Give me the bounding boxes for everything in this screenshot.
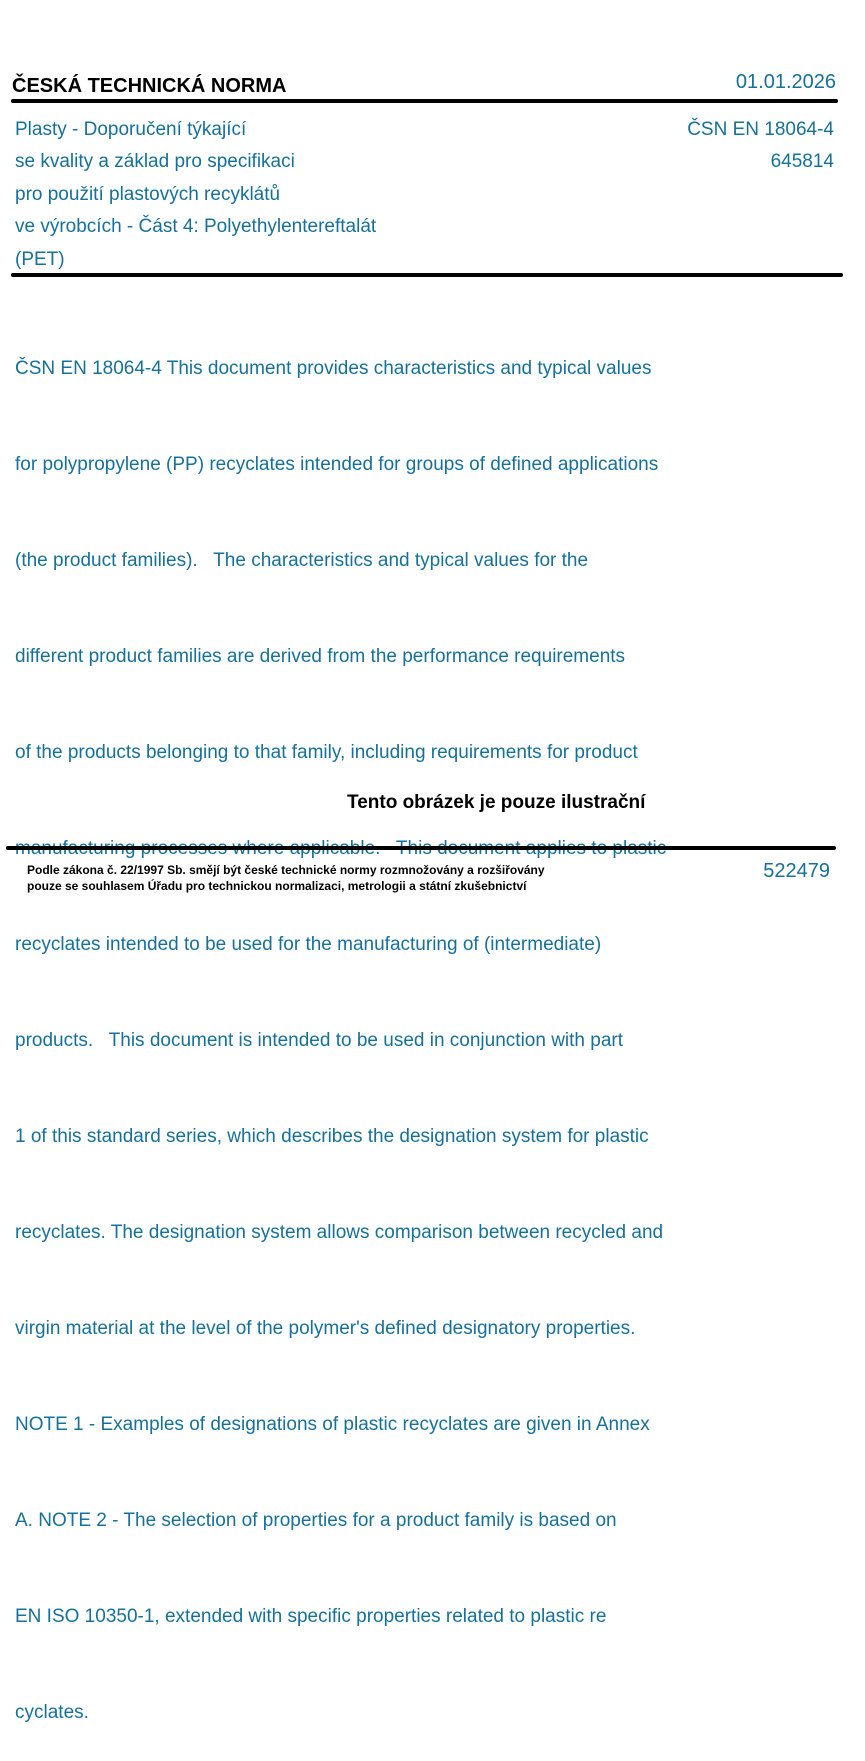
abstract-line: (the product families). The characteristics and typical values for the: [15, 550, 589, 571]
legal-notice: [27, 862, 545, 894]
abstract-line: recyclates intended to be used for the manufacturing of (intermediate): [15, 934, 602, 955]
abstract-line: products. This document is intended to be used in conjunction with part: [15, 1030, 624, 1051]
legal-notice-line: pouze se souhlasem Úřadu pro technickou normalizaci, metrologii a státní zkušebnictví: [27, 879, 527, 893]
footer-divider: [6, 846, 836, 850]
legal-notice-line: Podle zákona č. 22/1997 Sb. smějí být české technické normy rozmnožovány a rozšiřovány: [27, 863, 545, 877]
abstract-line: NOTE 1 - Examples of designations of plastic recyclates are given in Annex: [15, 1414, 650, 1435]
abstract-line: 1 of this standard series, which describes the designation system for plastic: [15, 1126, 649, 1147]
standard-title-line: ve výrobcích - Část 4: Polyethylentereftalát: [15, 216, 377, 238]
abstract-line: virgin material at the level of the polymer's defined designatory properties.: [15, 1318, 636, 1339]
abstract-line: ČSN EN 18064-4 This document provides characteristics and typical values: [15, 358, 652, 379]
abstract-line: of the products belonging to that family, including requirements for product: [15, 742, 638, 763]
abstract-line: cyclates.: [15, 1702, 89, 1723]
abstract-line: A. NOTE 2 - The selection of properties for a product family is based on: [15, 1510, 617, 1531]
document-type-heading: ČESKÁ TECHNICKÁ NORMA: [12, 75, 287, 97]
abstract-line: recyclates. The designation system allows comparison between recycled and: [15, 1222, 664, 1243]
standard-title-line: se kvality a základ pro specifikaci: [15, 151, 295, 173]
header-divider: [11, 99, 838, 103]
standard-title-line: pro použití plastových recyklátů: [15, 183, 281, 205]
effective-date: 01.01.2026: [735, 71, 836, 93]
abstract-text: [15, 289, 666, 1761]
footer-number: 522479: [763, 860, 830, 882]
standard-title-line: Plasty - Doporučení týkající: [15, 119, 247, 140]
illustration-disclaimer: Tento obrázek je pouze ilustrační: [347, 792, 646, 813]
standard-code: ČSN EN 18064-4: [687, 119, 834, 140]
abstract-line: different product families are derived from the performance requirements: [15, 646, 626, 667]
abstract-line: for polypropylene (PP) recyclates intended for groups of defined applications: [15, 454, 659, 475]
standard-identifiers: [687, 114, 834, 179]
standard-title: [15, 114, 376, 276]
abstract-line: EN ISO 10350-1, extended with specific properties related to plastic re: [15, 1606, 607, 1627]
standard-title-line: (PET): [15, 248, 65, 270]
title-divider: [11, 273, 843, 277]
catalog-number: 645814: [770, 151, 834, 173]
